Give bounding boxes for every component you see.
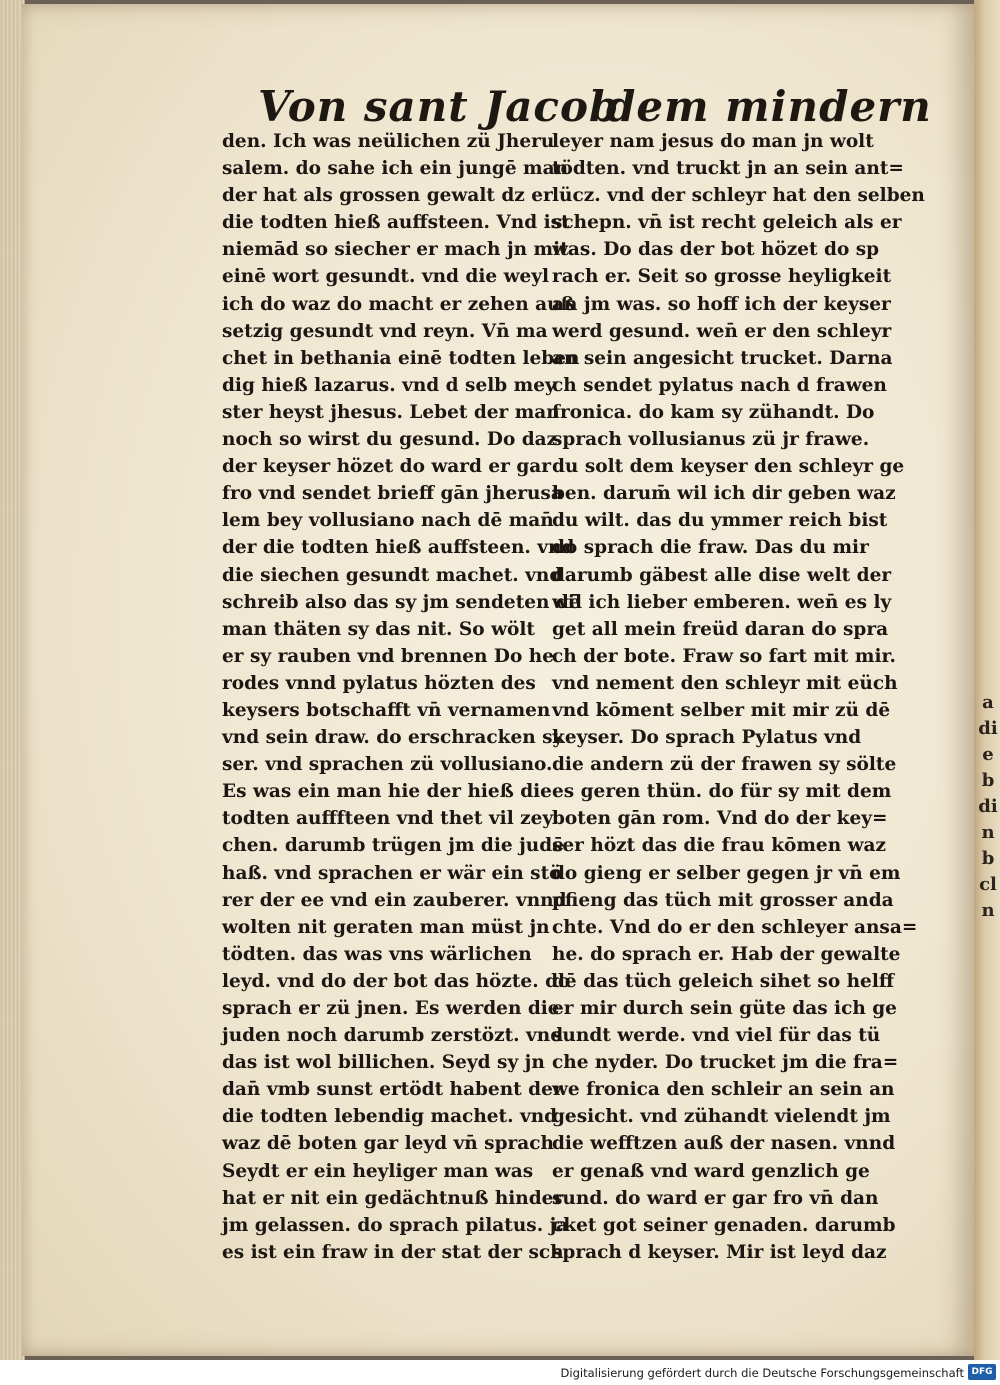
text-line: sprach d keyser. Mir ist leyd daz [552,1241,887,1263]
text-line: chte. Vnd do er den schleyer ansa= [552,916,918,938]
text-line: jm gelassen. do sprach pilatus. ja [222,1214,569,1236]
text-line: du solt dem keyser den schleyr ge [552,456,905,478]
text-line: dan̄ vmb sunst ertödt habent der [222,1079,563,1101]
text-line: keysers botschafft vn̄ vernamen [222,699,551,721]
text-line: er sy rauben vnd brennen Do he [222,645,554,667]
text-line: salem. do sahe ich ein jungē man [222,158,569,180]
text-line: die todten hieß auffsteen. Vnd ist [222,212,570,234]
text-line: werd gesund. wen̄ er den schleyr [552,320,892,342]
footer-bar [0,1360,1000,1385]
text-line: einē wort gesundt. vnd die weyl [222,266,550,288]
text-line: an sein angesicht trucket. Darna [552,347,893,369]
text-line: Es was ein man hie der hieß die [222,781,552,803]
text-line: he. do sprach er. Hab der gewalte [552,943,901,965]
text-line: an jm was. so hoff ich der keyser [552,293,891,315]
text-line: die siechen gesundt machet. vnd [222,564,563,586]
text-line: der die todten hieß auffsteen. vnd [222,537,575,559]
text-line: rach er. Seit so grosse heyligkeit [552,266,892,288]
text-line: get all mein freüd daran do spra [552,618,889,640]
text-line: rodes vnnd pylatus hözten des [222,672,536,694]
text-line: vnd sein draw. do erschracken sy [222,727,564,749]
dfg-logo: DFG [968,1364,996,1380]
text-line: er genaß vnd ward genzlich ge [552,1160,870,1182]
text-line: niemād so siecher er mach jn mit [222,239,569,261]
text-line: we fronica den schleir an sein an [552,1079,895,1101]
text-line: todten aufffteen vnd thet vil zey [222,808,554,830]
text-line: ster heyst jhesus. Lebet der man [222,401,560,423]
text-line: tödten. das was vns wärlichen [222,943,532,965]
text-line: do sprach die fraw. Das du mir [552,537,869,559]
running-header-left: Von sant Jacob [258,82,620,131]
text-line: waz dē boten gar leyd vn̄ sprach [222,1133,554,1155]
text-line: was. Do das der bot hözet do sp [552,239,880,261]
text-line: ch sendet pylatus nach d frawen [552,374,887,396]
text-line: lem bey vollusiano nach dē man̄ [222,510,554,532]
text-line: Seydt er ein heyliger man was [222,1160,534,1182]
facing-page-edge [974,0,1000,1360]
text-line: gesicht. vnd zühandt vielendt jm [552,1106,891,1128]
text-line: noch so wirst du gesund. Do daz [222,429,558,451]
text-line: wolten nit geraten man müst jn [222,916,550,938]
text-line: sundt werde. vnd viel für das tü [552,1025,881,1047]
text-line: chen. darumb trügen jm die judē [222,835,564,857]
text-line: den. Ich was neülichen zü Jheru [222,131,555,152]
text-line: sprach vollusianus zü jr frawe. [552,429,870,451]
text-line: setzig gesundt vnd reyn. Vn̄ ma [222,320,548,342]
text-line: die wefftzen auß der nasen. vnnd [552,1133,896,1155]
text-line: du wilt. das du ymmer reich bist [552,510,888,532]
text-line: schreib also das sy jm sendeten dē [222,591,581,613]
text-line: leyer nam jesus do man jn wolt [552,131,874,152]
text-line: er mir durch sein güte das ich ge [552,998,897,1019]
text-line: die todten lebendig machet. vnd [222,1106,558,1128]
text-line: haß. vnd sprachen er wär ein stö [222,862,562,884]
text-line: es geren thün. do für sy mit dem [552,781,892,803]
text-line: darumb gäbest alle dise welt der [552,564,892,586]
text-line: man thäten sy das nit. So wölt [222,618,535,640]
text-line: ch der bote. Fraw so fart mit mir. [552,645,896,667]
text-line: do gieng er selber gegen jr vn̄ em [552,862,901,884]
text-line: dig hieß lazarus. vnd d selb mey [222,374,556,396]
text-line: ser hözt das die frau kōmen waz [552,835,887,857]
text-line: es ist ein fraw in der stat der sch [222,1241,564,1263]
text-line: chet in bethania einē todten leben [222,347,580,369]
running-header-right: dem mindern [606,82,932,131]
funding-credit: Digitalisierung gefördert durch die Deutsche Forschungsgemeinschaft [560,1366,964,1380]
text-line: cket got seiner genaden. darumb [552,1214,896,1236]
text-line: die andern zü der frawen sy sölte [552,754,897,776]
facing-page-fragment: adiebdinbcln [978,692,998,921]
text-column-right [552,128,925,1266]
text-line: sund. do ward er gar fro vn̄ dan [552,1187,879,1209]
text-line: ben. darum̄ wil ich dir geben waz [552,483,896,505]
text-line: vnd kōment selber mit mir zü dē [552,699,891,721]
text-line: schepn. vn̄ ist recht geleich als er [552,212,902,234]
text-line: hat er nit ein gedächtnuß hinder [222,1187,564,1209]
text-line: rer der ee vnd ein zauberer. vnnd [222,889,567,911]
text-line: tödten. vnd truckt jn an sein ant= [552,158,904,180]
text-line: ser. vnd sprachen zü vollusiano. [222,754,553,776]
text-line: das ist wol billichen. Seyd sy jn [222,1052,545,1074]
text-line: fronica. do kam sy zühandt. Do [552,401,875,423]
text-line: che nyder. Do trucket jm die fra= [552,1052,899,1074]
text-line: pfieng das tüch mit grosser anda [552,889,894,911]
text-line: juden noch darumb zerstözt. vnd [222,1025,564,1047]
text-line: dē das tüch geleich sihet so helff [552,970,895,992]
text-line: lücz. vnd der schleyr hat den selben [552,185,925,207]
text-line: keyser. Do sprach Pylatus vnd [552,727,862,749]
text-line: der keyser hözet do ward er gar [222,456,552,478]
text-line: leyd. vnd do der bot das hözte. do [222,970,571,992]
text-line: sprach er zü jnen. Es werden die [222,998,560,1019]
text-line: der hat als grossen gewalt dz er [222,185,553,207]
text-line: vnd nement den schleyr mit eüch [552,672,898,694]
text-line: ich do waz do macht er zehen auß [222,293,575,315]
text-line: fro vnd sendet brieff gān jherusa [222,483,563,505]
text-line: wil ich lieber emberen. wen̄ es ly [552,591,892,613]
text-column-left [222,128,581,1266]
text-line: boten gān rom. Vnd do der key= [552,808,888,830]
